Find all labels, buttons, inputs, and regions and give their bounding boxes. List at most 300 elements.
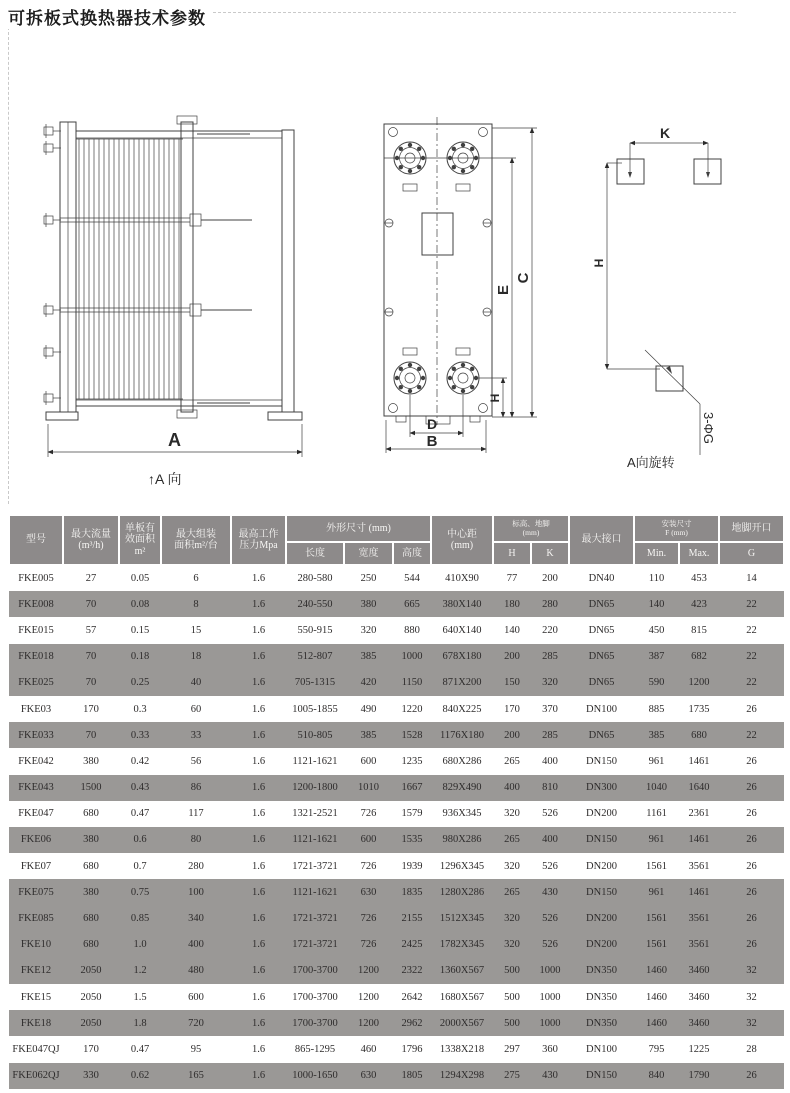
- dim-label-d: D: [426, 416, 438, 432]
- table-cell: 1294X298: [439, 1070, 485, 1082]
- table-cell: 1.6: [251, 651, 266, 663]
- col-header-elevation-foot: 标高、地脚 (mm): [493, 515, 569, 542]
- table-cell: 320: [504, 939, 520, 951]
- table-cell: DN350: [586, 965, 617, 977]
- table-cell: 682: [691, 651, 707, 663]
- table-row: [9, 879, 784, 905]
- table-cell: 1.6: [251, 677, 266, 689]
- table-cell: 1.6: [251, 808, 266, 820]
- table-cell: 57: [85, 624, 97, 636]
- table-cell: 380: [83, 886, 99, 898]
- table-cell: 453: [691, 573, 707, 585]
- table-cell: DN40: [588, 573, 615, 585]
- table-cell: 961: [648, 755, 665, 767]
- table-cell: FKE008: [18, 598, 54, 610]
- table-cell: 1.6: [251, 965, 266, 977]
- table-cell: 1296X345: [439, 860, 485, 872]
- table-cell: FKE06: [20, 834, 52, 846]
- table-cell: 795: [648, 1043, 665, 1055]
- table-cell: 14: [746, 573, 757, 585]
- table-cell: 32: [746, 1017, 757, 1029]
- table-cell: DN65: [588, 598, 615, 610]
- table-cell: 1338X218: [439, 1043, 485, 1055]
- table-cell: 6: [193, 573, 199, 585]
- spec-table-header: [9, 515, 784, 565]
- table-cell: DN150: [586, 755, 617, 767]
- col-header-foot-opening: 地脚开口: [719, 515, 784, 542]
- table-cell: FKE018: [18, 651, 54, 663]
- table-cell: DN150: [586, 886, 617, 898]
- table-cell: DN65: [588, 677, 615, 689]
- table-cell: 1000: [539, 991, 561, 1003]
- table-row: [9, 565, 784, 591]
- table-cell: FKE10: [20, 939, 52, 951]
- table-cell: 1.6: [251, 1070, 266, 1082]
- table-cell: 180: [504, 598, 520, 610]
- table-cell: 0.05: [130, 573, 150, 585]
- table-cell: FKE042: [18, 755, 54, 767]
- table-cell: 1121-1621: [292, 886, 338, 898]
- table-row: [9, 853, 784, 879]
- table-row: [9, 1036, 784, 1062]
- table-cell: 220: [542, 624, 558, 636]
- table-cell: 1.6: [251, 703, 266, 715]
- table-cell: 961: [648, 834, 665, 846]
- table-cell: 1461: [688, 834, 710, 846]
- table-cell: 28: [746, 1043, 757, 1055]
- table-row: [9, 748, 784, 774]
- table-cell: 380: [83, 755, 99, 767]
- table-cell: 1.6: [251, 991, 266, 1003]
- table-cell: 726: [360, 808, 377, 820]
- table-cell: 26: [746, 782, 757, 794]
- table-cell: 15: [190, 624, 202, 636]
- table-cell: 22: [746, 598, 757, 610]
- col-header-h: H: [493, 542, 531, 565]
- table-cell: FKE062QJ: [12, 1070, 60, 1082]
- dim-label-a: A: [168, 430, 181, 450]
- table-cell: 285: [542, 651, 558, 663]
- table-cell: 150: [504, 677, 520, 689]
- table-cell: 22: [746, 651, 757, 663]
- table-cell: 200: [504, 729, 520, 741]
- table-cell: 1200: [358, 991, 379, 1003]
- table-cell: 815: [691, 624, 707, 636]
- table-cell: 1939: [401, 860, 423, 872]
- table-cell: 1461: [688, 886, 710, 898]
- table-cell: 70: [85, 729, 97, 741]
- table-cell: 423: [691, 598, 707, 610]
- table-cell: 1360X567: [439, 965, 485, 977]
- table-cell: 1200: [358, 965, 379, 977]
- table-cell: 1640: [688, 782, 710, 794]
- table-cell: 110: [648, 573, 665, 585]
- spec-table-body: [9, 565, 784, 1089]
- table-cell: 26: [746, 755, 757, 767]
- leader-label-3-phi-g: 3-ΦG: [701, 411, 716, 445]
- rotated-view-drawing: [592, 125, 721, 470]
- table-cell: DN100: [586, 703, 617, 715]
- table-cell: FKE15: [20, 991, 52, 1003]
- table-row: [9, 670, 784, 696]
- col-header-min: Min.: [634, 542, 679, 565]
- table-cell: 1.6: [251, 1017, 266, 1029]
- table-cell: 140: [648, 598, 665, 610]
- table-cell: 1121-1621: [292, 755, 338, 767]
- table-row: [9, 617, 784, 643]
- table-cell: 1461: [688, 755, 710, 767]
- table-cell: FKE005: [18, 573, 54, 585]
- table-cell: 0.85: [130, 913, 150, 925]
- table-row: [9, 644, 784, 670]
- side-view-drawing: [44, 116, 302, 487]
- table-cell: 980X286: [442, 834, 482, 846]
- table-cell: 1.6: [251, 624, 266, 636]
- table-row: [9, 696, 784, 722]
- table-cell: 0.6: [133, 834, 147, 846]
- table-cell: 320: [504, 913, 520, 925]
- table-cell: 526: [542, 808, 558, 820]
- table-cell: 630: [360, 1070, 377, 1082]
- table-cell: 665: [404, 598, 420, 610]
- table-cell: 400: [542, 834, 558, 846]
- spec-table: [8, 514, 785, 1089]
- table-cell: 340: [188, 913, 204, 925]
- table-cell: 70: [85, 651, 97, 663]
- table-cell: 1805: [401, 1070, 423, 1082]
- table-cell: 500: [504, 991, 520, 1003]
- table-cell: 3561: [688, 913, 710, 925]
- table-cell: 1040: [646, 782, 668, 794]
- table-cell: 1790: [688, 1070, 710, 1082]
- table-cell: 1161: [646, 808, 667, 820]
- table-cell: 1700-3700: [292, 991, 338, 1003]
- table-cell: 1.0: [133, 939, 147, 951]
- table-cell: 297: [504, 1043, 520, 1055]
- table-cell: DN200: [586, 808, 617, 820]
- table-cell: 2962: [401, 1017, 423, 1029]
- table-cell: 2050: [80, 1017, 102, 1029]
- table-cell: 1700-3700: [292, 1017, 338, 1029]
- table-cell: 885: [648, 703, 665, 715]
- table-cell: 880: [404, 624, 420, 636]
- table-cell: FKE047: [18, 808, 54, 820]
- table-cell: 640X140: [442, 624, 482, 636]
- table-cell: 1721-3721: [292, 860, 338, 872]
- dim-label-k: K: [659, 125, 671, 141]
- table-cell: FKE18: [20, 1017, 52, 1029]
- table-cell: 0.18: [130, 651, 150, 663]
- table-cell: 550-915: [297, 624, 333, 636]
- table-cell: 385: [648, 729, 665, 741]
- table-cell: 320: [504, 808, 520, 820]
- table-cell: 240-550: [297, 598, 333, 610]
- table-cell: 600: [360, 834, 377, 846]
- table-cell: 1000: [401, 651, 423, 663]
- table-cell: 0.15: [130, 624, 150, 636]
- col-header-pressure: 最高工作 压力Mpa: [231, 515, 286, 565]
- table-cell: 1.6: [251, 755, 266, 767]
- table-cell: DN200: [586, 913, 617, 925]
- table-cell: 840: [648, 1070, 665, 1082]
- table-cell: 1528: [401, 729, 423, 741]
- table-cell: 80: [190, 834, 202, 846]
- col-header-max-port: 最大接口: [569, 515, 634, 565]
- table-cell: 544: [404, 573, 420, 585]
- table-cell: 1561: [646, 939, 668, 951]
- table-cell: 77: [506, 573, 518, 585]
- table-cell: 829X490: [442, 782, 482, 794]
- table-cell: 2361: [688, 808, 710, 820]
- table-cell: 1579: [401, 808, 423, 820]
- table-cell: 600: [360, 755, 377, 767]
- col-header-center-distance: 中心距 (mm): [431, 515, 493, 565]
- table-row: [9, 932, 784, 958]
- table-cell: 680: [691, 729, 707, 741]
- table-cell: 526: [542, 913, 558, 925]
- table-cell: 117: [188, 808, 204, 820]
- table-cell: 2322: [401, 965, 423, 977]
- table-cell: 678X180: [442, 651, 482, 663]
- table-cell: 0.75: [130, 886, 150, 898]
- table-cell: DN200: [586, 939, 617, 951]
- table-cell: 26: [746, 886, 757, 898]
- col-header-height: 高度: [393, 542, 431, 565]
- table-cell: 60: [190, 703, 202, 715]
- table-cell: 1667: [401, 782, 423, 794]
- table-cell: 500: [504, 965, 520, 977]
- table-cell: DN300: [586, 782, 617, 794]
- table-cell: 1121-1621: [292, 834, 338, 846]
- table-cell: 720: [188, 1017, 204, 1029]
- table-cell: 280: [542, 598, 558, 610]
- table-cell: 1220: [401, 703, 423, 715]
- table-cell: 1.8: [133, 1017, 147, 1029]
- rotated-view-caption: A向旋转: [627, 455, 675, 470]
- table-cell: 2000X567: [439, 1017, 485, 1029]
- table-cell: 26: [746, 1070, 757, 1082]
- table-cell: 320: [504, 860, 520, 872]
- table-row: [9, 722, 784, 748]
- dim-label-h-front: H: [488, 393, 502, 403]
- table-cell: 200: [542, 573, 558, 585]
- table-cell: FKE033: [18, 729, 54, 741]
- table-cell: 280-580: [297, 573, 333, 585]
- table-cell: 265: [504, 755, 520, 767]
- table-cell: 1.6: [251, 860, 266, 872]
- table-cell: 0.33: [130, 729, 150, 741]
- table-cell: 3561: [688, 860, 710, 872]
- table-cell: 1.6: [251, 834, 266, 846]
- table-cell: 526: [542, 860, 558, 872]
- table-cell: 370: [542, 703, 558, 715]
- table-cell: 1835: [401, 886, 423, 898]
- dim-label-e: E: [495, 284, 512, 296]
- table-cell: 265: [504, 834, 520, 846]
- table-cell: 430: [542, 886, 558, 898]
- col-header-outline-dims: 外形尺寸 (mm): [286, 515, 431, 542]
- table-cell: 95: [190, 1043, 202, 1055]
- table-cell: 280: [188, 860, 204, 872]
- table-cell: 0.62: [130, 1070, 150, 1082]
- table-cell: 490: [360, 703, 377, 715]
- table-cell: 165: [188, 1070, 204, 1082]
- table-cell: 320: [360, 624, 377, 636]
- col-header-install-dims: 安装尺寸 F (mm): [634, 515, 719, 542]
- table-cell: 865-1295: [294, 1043, 336, 1055]
- dim-label-b: B: [426, 433, 438, 450]
- table-cell: 330: [83, 1070, 99, 1082]
- table-cell: 0.47: [130, 1043, 150, 1055]
- table-cell: 0.47: [130, 808, 150, 820]
- table-cell: 32: [746, 991, 757, 1003]
- page-title: 可拆板式换热器技术参数: [8, 4, 212, 29]
- table-cell: 726: [360, 860, 377, 872]
- table-row: [9, 984, 784, 1010]
- table-cell: 140: [504, 624, 520, 636]
- table-cell: 33: [190, 729, 202, 741]
- table-cell: 430: [542, 1070, 558, 1082]
- table-cell: 2050: [80, 991, 102, 1003]
- table-cell: 360: [542, 1043, 558, 1055]
- table-cell: 480: [188, 965, 204, 977]
- table-cell: 1.6: [251, 729, 266, 741]
- table-cell: 936X345: [442, 808, 482, 820]
- table-cell: DN200: [586, 860, 617, 872]
- table-cell: 387: [648, 651, 665, 663]
- table-cell: 726: [360, 939, 377, 951]
- table-cell: 3460: [688, 965, 710, 977]
- table-cell: 200: [504, 651, 520, 663]
- table-cell: 250: [360, 573, 377, 585]
- table-cell: 86: [190, 782, 202, 794]
- table-cell: 1321-2521: [292, 808, 338, 820]
- table-cell: 22: [746, 677, 757, 689]
- col-header-assembly-area: 最大组装 面积m²/台: [161, 515, 231, 565]
- table-cell: DN100: [586, 1043, 617, 1055]
- table-cell: 3460: [688, 1017, 710, 1029]
- table-cell: 170: [83, 703, 99, 715]
- col-header-max-flow: 最大流量 (m³/h): [63, 515, 119, 565]
- table-cell: 1721-3721: [292, 939, 338, 951]
- table-cell: 705-1315: [294, 677, 336, 689]
- table-cell: 680: [83, 939, 99, 951]
- table-cell: 100: [188, 886, 204, 898]
- table-cell: FKE07: [20, 860, 52, 872]
- table-cell: 1.5: [133, 991, 147, 1003]
- table-cell: 22: [746, 729, 757, 741]
- table-cell: 170: [83, 1043, 99, 1055]
- table-cell: 871X200: [442, 677, 482, 689]
- table-cell: 526: [542, 939, 558, 951]
- col-header-max: Max.: [679, 542, 719, 565]
- table-cell: 1460: [646, 991, 668, 1003]
- table-cell: 2642: [401, 991, 423, 1003]
- table-cell: 1.6: [251, 573, 266, 585]
- table-cell: FKE015: [18, 624, 54, 636]
- table-cell: 1.6: [251, 782, 266, 794]
- table-cell: 450: [648, 624, 665, 636]
- table-row: [9, 801, 784, 827]
- table-cell: 0.3: [133, 703, 147, 715]
- table-cell: 410X90: [445, 573, 479, 585]
- table-cell: 1680X567: [439, 991, 485, 1003]
- table-cell: 26: [746, 703, 757, 715]
- table-cell: FKE075: [18, 886, 54, 898]
- col-header-model: 型号: [9, 515, 63, 565]
- table-cell: 1512X345: [439, 913, 485, 925]
- table-cell: 0.43: [130, 782, 150, 794]
- table-cell: 512-807: [297, 651, 333, 663]
- table-cell: 420: [360, 677, 377, 689]
- table-cell: 32: [746, 965, 757, 977]
- table-cell: 70: [85, 598, 97, 610]
- side-view-caption: ↑A 向: [148, 471, 182, 487]
- table-cell: FKE047QJ: [12, 1043, 60, 1055]
- table-row: [9, 905, 784, 931]
- table-cell: 2155: [401, 913, 423, 925]
- table-cell: 1280X286: [439, 886, 485, 898]
- table-cell: 1.6: [251, 939, 266, 951]
- table-cell: DN150: [586, 834, 617, 846]
- table-cell: 840X225: [442, 703, 482, 715]
- table-cell: 0.25: [130, 677, 150, 689]
- table-cell: DN65: [588, 651, 615, 663]
- table-cell: 8: [193, 598, 199, 610]
- table-row: [9, 775, 784, 801]
- table-cell: FKE12: [20, 965, 52, 977]
- table-cell: 380: [360, 598, 377, 610]
- table-cell: 460: [360, 1043, 377, 1055]
- table-cell: 1460: [646, 965, 668, 977]
- table-cell: 1000: [539, 965, 561, 977]
- table-cell: 265: [504, 886, 520, 898]
- table-cell: 380: [83, 834, 99, 846]
- table-cell: 810: [542, 782, 558, 794]
- table-row: [9, 827, 784, 853]
- table-cell: 1535: [401, 834, 423, 846]
- col-header-k: K: [531, 542, 569, 565]
- table-cell: 1500: [80, 782, 102, 794]
- table-cell: 1.6: [251, 886, 266, 898]
- col-header-plate-area: 单板有 效面积 m²: [119, 515, 161, 565]
- table-cell: 22: [746, 624, 757, 636]
- table-cell: 3561: [688, 939, 710, 951]
- table-cell: 1235: [401, 755, 423, 767]
- table-cell: FKE085: [18, 913, 54, 925]
- table-cell: 26: [746, 913, 757, 925]
- table-cell: 1700-3700: [292, 965, 338, 977]
- table-cell: 1460: [646, 1017, 668, 1029]
- table-cell: 285: [542, 729, 558, 741]
- table-cell: 1.6: [251, 1043, 266, 1055]
- table-cell: 1200: [688, 677, 710, 689]
- table-cell: 400: [542, 755, 558, 767]
- table-row: [9, 1010, 784, 1036]
- table-cell: DN150: [586, 1070, 617, 1082]
- table-cell: 1000: [539, 1017, 561, 1029]
- table-cell: 1.6: [251, 598, 266, 610]
- dim-label-h-rotated: H: [592, 258, 606, 268]
- table-cell: 2050: [80, 965, 102, 977]
- table-cell: 1796: [401, 1043, 423, 1055]
- table-cell: 27: [85, 573, 97, 585]
- table-cell: 70: [85, 677, 97, 689]
- table-row: [9, 958, 784, 984]
- table-row: [9, 1063, 784, 1089]
- table-cell: 510-805: [297, 729, 333, 741]
- table-cell: 385: [360, 651, 377, 663]
